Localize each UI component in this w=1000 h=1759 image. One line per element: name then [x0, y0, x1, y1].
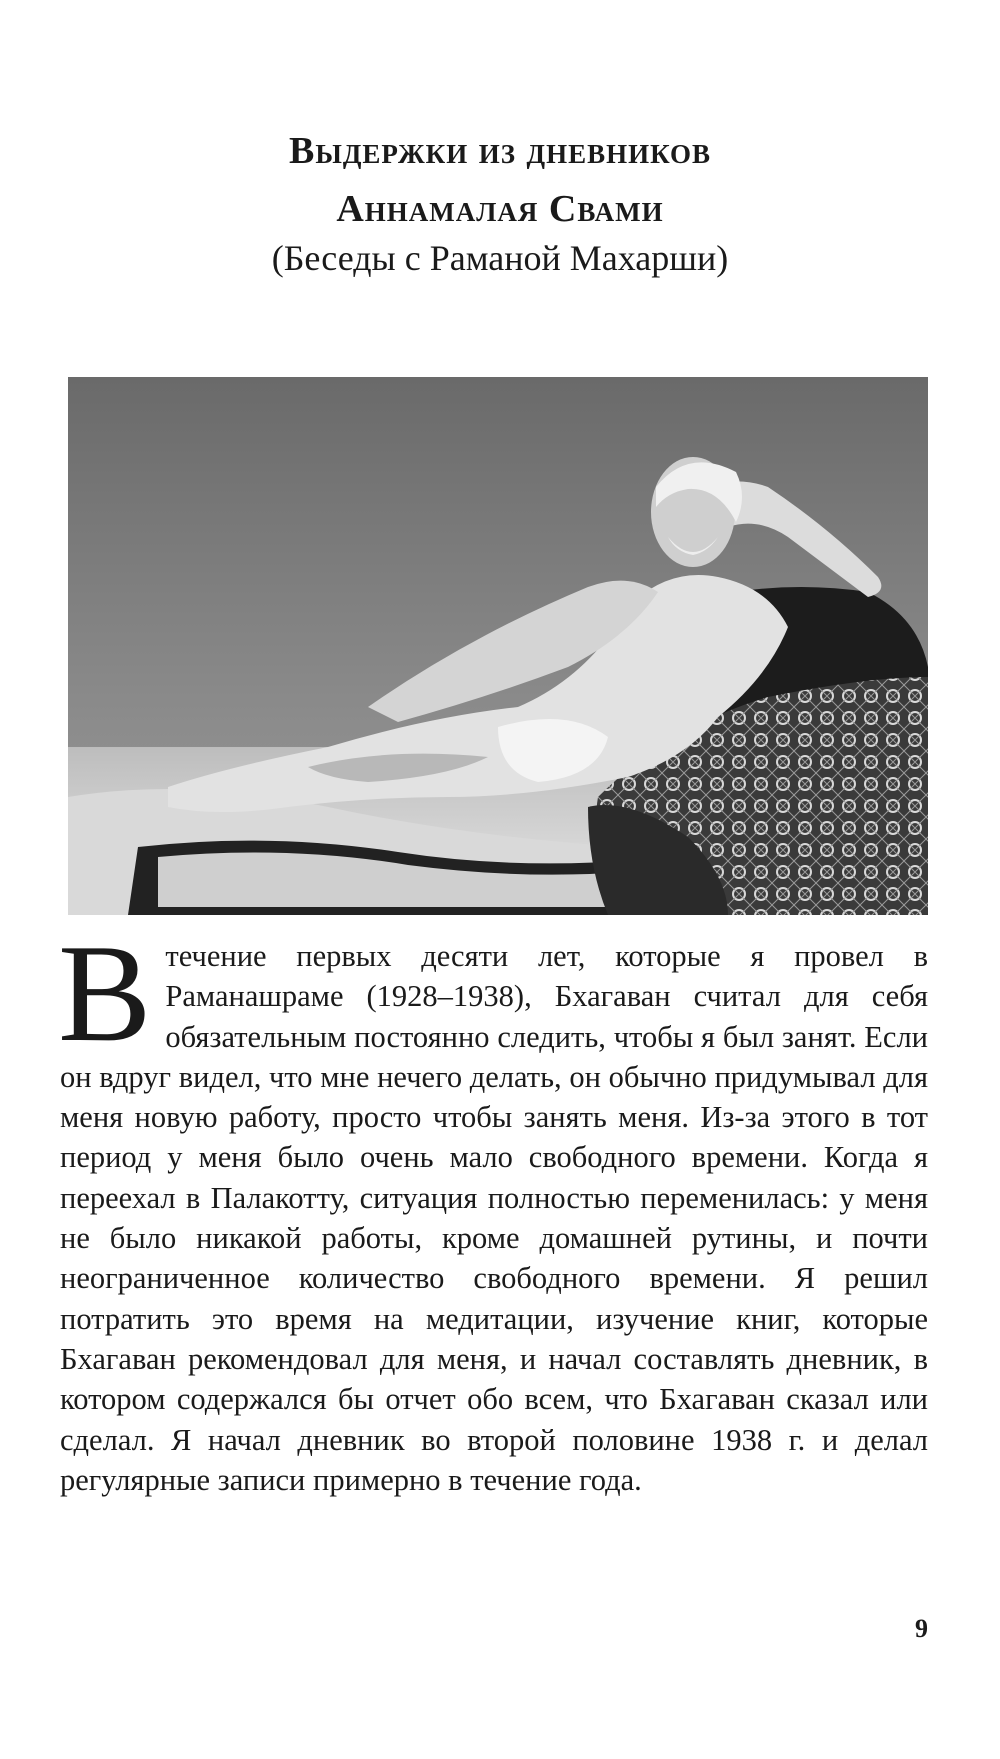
page-number: 9 — [915, 1614, 928, 1643]
article-body — [58, 916, 928, 1500]
chapter-title-line-2: Аннамалая Свами — [336, 188, 664, 230]
chapter-subtitle: (Беседы с Раманой Махарши) — [271, 238, 729, 278]
drop-cap: В — [58, 916, 152, 1071]
chapter-title — [0, 122, 1000, 238]
article-paragraph: течение первых десяти лет, которые я провел в Раманашраме (1928–1938), Бхагаван считал для себя обязательным постоянно следить, чтобы я был занят. Если он вдруг видел, что мне нечего делать, он обычно придумывал для меня новую работу, просто чтобы занять меня. Из-за этого в тот период у меня было очень мало свободного времени. Когда я переехал в Палакотту, ситуация полностью переменилась: у меня не было никакой работы, кроме домашней рутины, и почти неограниченное количество свободного времени. Я решил потратить это время на медитации, изучение книг, которые Бхагаван рекомендовал для меня, и начал составлять дневник, в котором содержался бы отчет обо всем, что Бхагаван сказал или сделал. Я начал дневник во второй половине 1938 г. и делал регулярные записи примерно в течение года. — [60, 939, 928, 1497]
portrait-photo — [68, 377, 928, 915]
chapter-title-line-1: Выдержки из дневников — [288, 130, 712, 172]
